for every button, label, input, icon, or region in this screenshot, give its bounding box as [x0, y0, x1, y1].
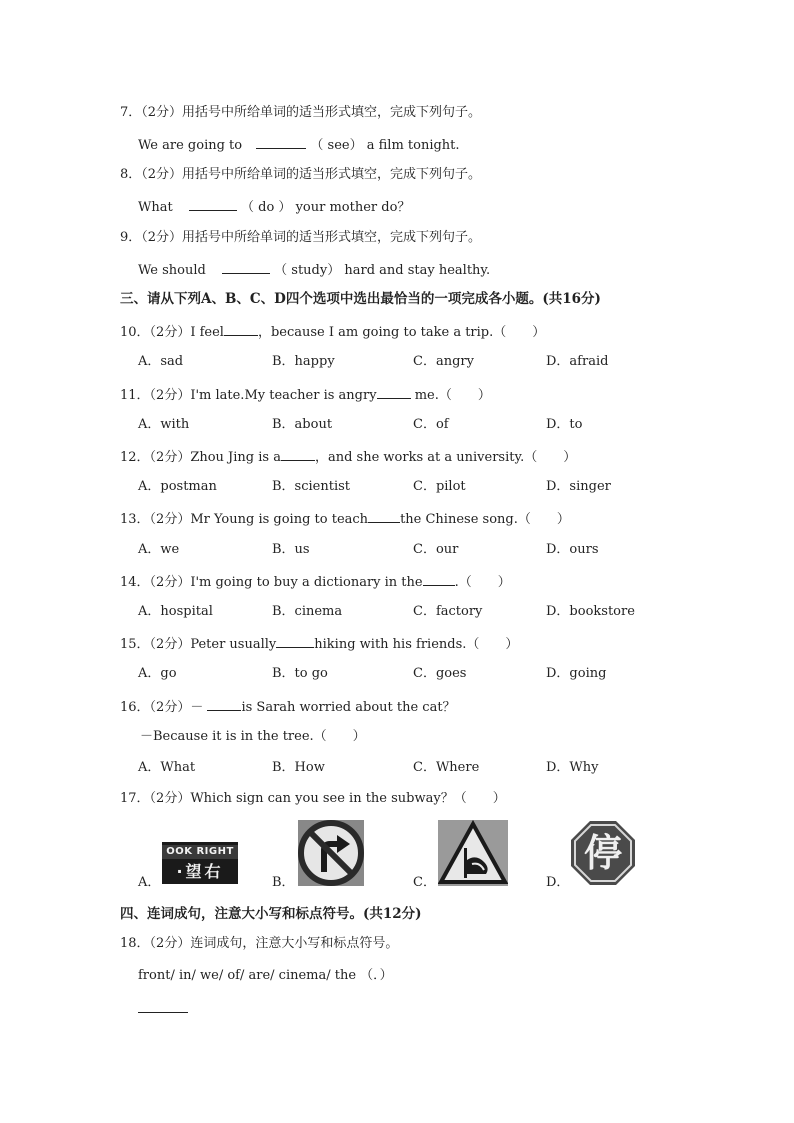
q7-sentence: We are going to （ see） a film tonight. — [138, 135, 460, 155]
q13-options — [138, 541, 658, 559]
q12-options — [138, 478, 658, 496]
q10-option-a[interactable]: A．sad — [138, 354, 184, 369]
q11-option-d[interactable]: D．to — [546, 417, 583, 432]
q17-option-b-letter[interactable]: B． — [272, 875, 295, 890]
q16-option-b[interactable]: B．How — [272, 760, 325, 775]
q14-option-b[interactable]: B．cinema — [272, 604, 343, 619]
q8-answer-blank[interactable] — [189, 197, 237, 211]
q17-option-c-letter[interactable]: C． — [413, 875, 436, 890]
q14-option-c[interactable]: C．factory — [413, 604, 483, 619]
q12-stem: 12．（2分）Zhou Jing is a ，and she works at a university.（ ） — [120, 447, 576, 467]
q13-stem: 13．（2分）Mr Young is going to teach the Chinese song.（ ） — [120, 509, 570, 529]
q14-stem: 14．（2分）I'm going to buy a dictionary in the .（ ） — [120, 572, 511, 592]
look-right-sign-bottom-text: ·望右 — [176, 862, 224, 881]
q16-stem: 16．（2分）－ is Sarah worried about the cat？ — [120, 697, 456, 717]
q16-blank — [207, 697, 241, 711]
q17-sign-options — [138, 818, 658, 893]
q11-options — [138, 416, 658, 434]
q16-reply: －Because it is in the tree.（ ） — [140, 729, 366, 744]
q15-option-a[interactable]: A．go — [138, 666, 177, 681]
q11-option-a[interactable]: A．with — [138, 417, 190, 432]
look-right-sign-top-text: OOK RIGHT — [162, 845, 238, 859]
q15-option-d[interactable]: D．going — [546, 666, 607, 681]
q12-option-c[interactable]: C．pilot — [413, 479, 466, 494]
q13-option-b[interactable]: B．us — [272, 542, 310, 557]
q16-option-c[interactable]: C．Where — [413, 760, 480, 775]
q15-option-b[interactable]: B．to go — [272, 666, 328, 681]
q11-blank — [377, 385, 411, 399]
q9-answer-blank[interactable] — [222, 260, 270, 274]
q8-sentence: What （ do ） your mother do？ — [138, 197, 410, 217]
q10-blank — [224, 322, 258, 336]
q13-option-d[interactable]: D．ours — [546, 542, 599, 557]
q14-option-a[interactable]: A．hospital — [138, 604, 213, 619]
q15-stem: 15．（2分）Peter usually hiking with his friends.（ ） — [120, 634, 518, 654]
q15-option-c[interactable]: C．goes — [413, 666, 467, 681]
q14-blank — [423, 572, 455, 586]
q18-words: front/ in/ we/ of/ are/ cinema/ the （．） — [138, 968, 393, 983]
q14-options — [138, 603, 658, 621]
stop-sign-text: 停 — [583, 831, 622, 875]
q18-answer-line[interactable] — [138, 1012, 188, 1013]
q11-stem: 11．（2分）I'm late.My teacher is angry me.（ ） — [120, 385, 491, 405]
q7-answer-blank[interactable] — [256, 135, 306, 149]
q15-blank — [276, 634, 314, 648]
look-right-sign-icon[interactable] — [162, 842, 238, 884]
section-4-heading: 四、连词成句，注意大小写和标点符号。(共12分) — [120, 906, 422, 922]
q13-blank — [368, 509, 400, 523]
q16-options — [138, 759, 658, 777]
q10-stem: 10．（2分）I feel ，because I am going to take a trip.（ ） — [120, 322, 545, 342]
q8-stem: 8．（2分）用括号中所给单词的适当形式填空，完成下列句子。 — [120, 167, 482, 182]
section-3-heading: 三、请从下列A、B、C、D四个选项中选出最恰当的一项完成各小题。(共16分) — [120, 291, 601, 307]
q11-option-b[interactable]: B．about — [272, 417, 333, 432]
q14-option-d[interactable]: D．bookstore — [546, 604, 635, 619]
q12-option-d[interactable]: D．singer — [546, 479, 611, 494]
q15-options — [138, 665, 658, 683]
warning-triangle-sign-icon[interactable] — [438, 820, 508, 886]
q16-option-d[interactable]: D．Why — [546, 760, 599, 775]
q17-stem: 17．（2分）Which sign can you see in the subway？（ ） — [120, 791, 506, 806]
q11-option-c[interactable]: C．of — [413, 417, 449, 432]
q7-stem: 7．（2分）用括号中所给单词的适当形式填空，完成下列句子。 — [120, 105, 482, 120]
q9-sentence: We should （ study） hard and stay healthy. — [138, 260, 490, 280]
q12-blank — [281, 447, 315, 461]
q17-option-d-letter[interactable]: D． — [546, 875, 570, 890]
no-right-turn-sign-icon[interactable] — [298, 820, 364, 886]
q13-option-a[interactable]: A．we — [138, 542, 180, 557]
q13-option-c[interactable]: C．our — [413, 542, 459, 557]
q18-stem: 18．（2分）连词成句，注意大小写和标点符号。 — [120, 936, 399, 951]
q12-option-a[interactable]: A．postman — [138, 479, 217, 494]
q9-stem: 9．（2分）用括号中所给单词的适当形式填空，完成下列句子。 — [120, 230, 482, 245]
q12-option-b[interactable]: B．scientist — [272, 479, 351, 494]
q10-option-b[interactable]: B．happy — [272, 354, 335, 369]
q17-option-a-letter[interactable]: A． — [138, 875, 161, 890]
q10-options — [138, 353, 658, 371]
q10-option-c[interactable]: C．angry — [413, 354, 474, 369]
q16-option-a[interactable]: A．What — [138, 760, 196, 775]
q10-option-d[interactable]: D．afraid — [546, 354, 609, 369]
